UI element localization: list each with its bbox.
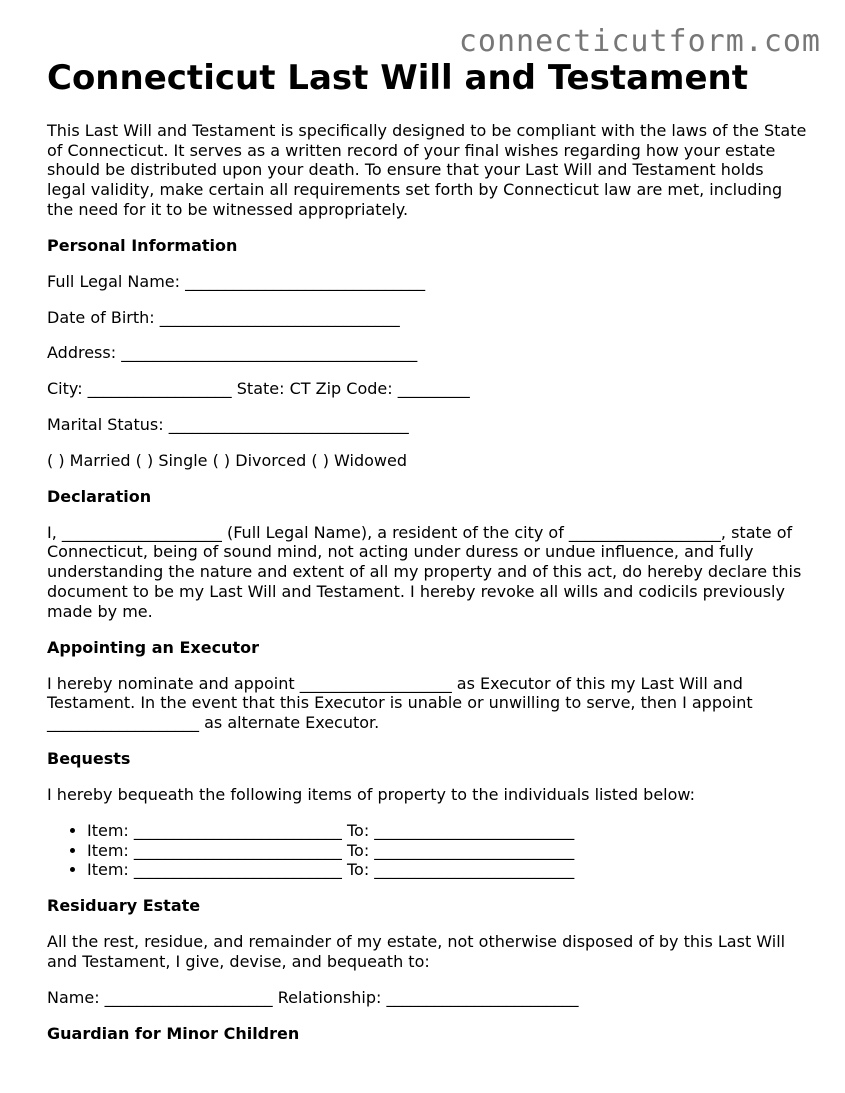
residuary-heading: Residuary Estate [47,896,201,916]
guardian-heading: Guardian for Minor Children [47,1023,300,1043]
bequests-list [47,821,807,880]
executor-paragraph: I hereby nominate and appoint ___________________ as Executor of this my Last Will and Testament. In the event that this Executor is unable or unwilling to serve, then I appoint ___________________ as alternate Executor. [47,673,753,733]
executor-heading: Appointing an Executor [47,637,259,657]
document-body [47,58,807,1060]
bequest-item: • Item: __________________________ To: _________________________ [87,841,807,861]
page-title: Connecticut Last Will and Testament [47,58,748,98]
marital-status-options: ( ) Married ( ) Single ( ) Divorced ( ) Widowed [47,450,407,470]
declaration-paragraph: I, ____________________ (Full Legal Name), a resident of the city of ___________________, state of Connecticut, being of sound mind, not acting under duress or undue influence, and fully understanding the nature and extent of all my property and of this act, do hereby declare this document to be my Last Will and Testament. I hereby revoke all wills and codicils previously made by me. [47,522,802,621]
residuary-name-field: Name: _____________________ Relationship: ________________________ [47,987,579,1007]
bequests-heading: Bequests [47,748,131,768]
declaration-heading: Declaration [47,486,152,506]
marital-status-field: Marital Status: ______________________________ [47,414,409,434]
bequests-paragraph: I hereby bequeath the following items of property to the individuals listed below: [47,784,696,804]
personal-info-heading: Personal Information [47,235,238,255]
watermark: connecticutform.com [458,24,821,59]
bequest-item: • Item: __________________________ To: _________________________ [87,821,807,841]
intro-paragraph: This Last Will and Testament is specifically designed to be compliant with the laws of the State of Connecticut. It serves as a written record of your final wishes regarding how your estate should be distributed upon your death. To ensure that your Last Will and Testament holds legal validity, make certain all requirements set forth by Connecticut law are met, including the need for it to be witnessed appropriately. [47,120,807,219]
address-field: Address: _____________________________________ [47,343,418,363]
full-name-field: Full Legal Name: ______________________________ [47,271,426,291]
dob-field: Date of Birth: ______________________________ [47,307,400,327]
city-state-zip-field: City: __________________ State: CT Zip Code: _________ [47,379,470,399]
residuary-paragraph: All the rest, residue, and remainder of my estate, not otherwise disposed of by this Last Will and Testament, I give, devise, and bequeath to: [47,932,786,971]
bequest-item: • Item: __________________________ To: _________________________ [87,860,807,880]
